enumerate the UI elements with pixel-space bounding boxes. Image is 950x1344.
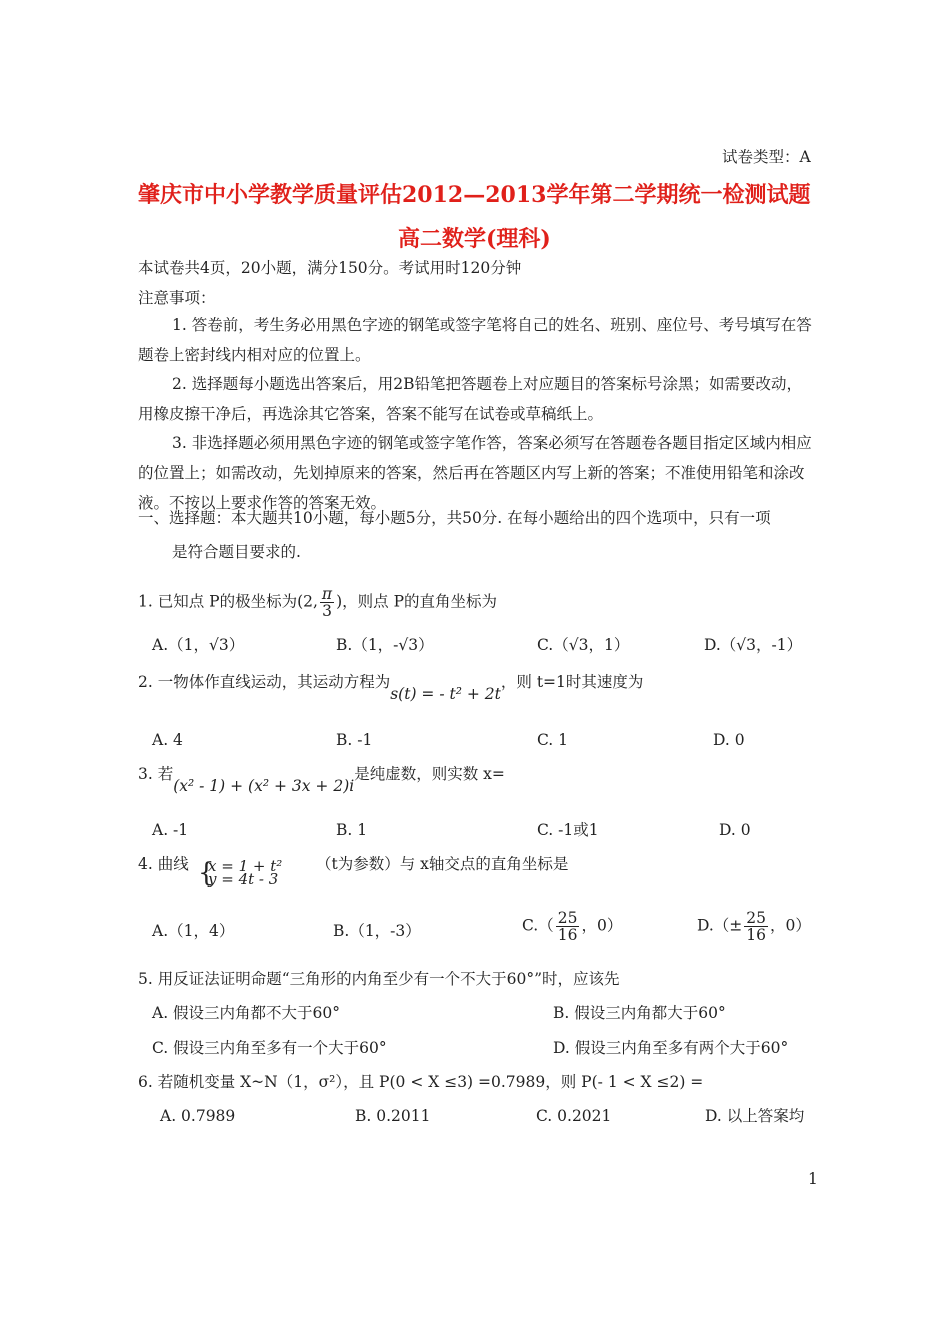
complex-expression: (x² - 1) + (x² + 3x + 2)i xyxy=(173,777,355,795)
question-6: 6. 若随机变量 X~N（1，σ²），且 P(0 < X ≤3) =0.7989，则 P(- 1 < X ≤2) = xyxy=(138,1073,704,1091)
q3-option-c: C. -1或1 xyxy=(537,821,599,839)
notice-1: 1. 答卷前，考生务必用黑色字迹的钢笔或签字笔将自己的姓名、班别、座位号、考号填写在答题卷上密封线内相对应的位置上。 xyxy=(138,316,812,364)
question-4-stem-post: （t为参数）与 x轴交点的直角坐标是 xyxy=(316,855,569,873)
q1-option-d: D.（√3，-1） xyxy=(704,636,803,654)
question-3 xyxy=(138,763,505,795)
fraction-25-16: $\frac{25}{16}$ xyxy=(557,909,578,944)
q1-option-b: B.（1，-√3） xyxy=(336,636,434,654)
q4-option-c: C.（ $\frac{25}{16}$ ，0） xyxy=(522,909,623,944)
question-3-stem-pre: 3. 若 xyxy=(138,765,174,783)
question-2 xyxy=(138,671,644,703)
question-1 xyxy=(138,586,497,619)
q1-option-c: C.（√3，1） xyxy=(537,636,630,654)
section-heading-cont: 是符合题目要求的. xyxy=(172,543,301,561)
parametric-y: y = 4t - 3 xyxy=(208,870,279,888)
q2-option-c: C. 1 xyxy=(537,731,569,749)
notice-header: 注意事项： xyxy=(138,289,216,307)
q3-option-d: D. 0 xyxy=(719,821,751,839)
question-2-stem-post: ，则 t=1时其速度为 xyxy=(500,673,644,691)
q6-option-d: D. 以上答案均 xyxy=(705,1107,805,1125)
section-heading: 一、选择题：本大题共10小题，每小题5分，共50分. 在每小题给出的四个选项中，只有一项 xyxy=(138,509,771,527)
q2-option-b: B. -1 xyxy=(336,731,373,749)
q5-option-c: C. 假设三内角至多有一个大于60° xyxy=(152,1039,387,1057)
motion-equation: s(t) = - t² + 2t xyxy=(390,685,501,703)
q1-option-a: A.（1，√3） xyxy=(152,636,245,654)
question-1-stem-post: )，则点 P的直角坐标为 xyxy=(336,592,498,611)
exam-subtitle: 高二数学(理科) xyxy=(398,226,551,252)
q4-option-b: B.（1，-3） xyxy=(333,922,421,940)
question-5: 5. 用反证法证明命题“三角形的内角至少有一个不大于60°”时，应该先 xyxy=(138,970,620,988)
question-1-stem-pre: 1. 已知点 P的极坐标为(2, xyxy=(138,592,318,611)
q5-option-d: D. 假设三内角至多有两个大于60° xyxy=(553,1039,789,1057)
q6-option-c: C. 0.2021 xyxy=(536,1107,612,1125)
q5-option-b: B. 假设三内角都大于60° xyxy=(553,1004,726,1022)
page-number: 1 xyxy=(808,1170,818,1188)
question-3-stem-post: 是纯虚数，则实数 x= xyxy=(354,765,505,783)
question-4 xyxy=(138,853,189,875)
q3-option-b: B. 1 xyxy=(336,821,368,839)
notice-2: 2. 选择题每小题选出答案后，用2B铅笔把答题卷上对应题目的答案标号涂黑；如需要改动，用橡皮擦干净后，再选涂其它答案，答案不能写在试卷或草稿纸上。 xyxy=(138,375,802,423)
question-4-stem-pre: 4. 曲线 xyxy=(138,855,189,873)
intro-text: 本试卷共4页，20小题，满分150分。考试用时120分钟 xyxy=(138,259,522,277)
q2-option-a: A. 4 xyxy=(152,731,183,749)
pi-over-3-fraction: $\frac{\pi}{3}$ xyxy=(321,585,333,620)
q6-option-b: B. 0.2011 xyxy=(355,1107,431,1125)
q2-option-d: D. 0 xyxy=(713,731,745,749)
q3-option-a: A. -1 xyxy=(152,821,189,839)
question-2-stem-pre: 2. 一物体作直线运动，其运动方程为 xyxy=(138,673,391,691)
exam-title: 肇庆市中小学教学质量评估2012—2013学年第二学期统一检测试题 xyxy=(138,182,811,208)
fraction-25-16: $\frac{25}{16}$ xyxy=(746,909,767,944)
brace-icon: { xyxy=(198,860,215,888)
paper-type: 试卷类型：A xyxy=(722,148,811,166)
parametric-system xyxy=(198,860,282,888)
parametric-x: x = 1 + t² xyxy=(208,860,283,875)
q6-option-a: A. 0.7989 xyxy=(160,1107,236,1125)
q4-option-a: A.（1，4） xyxy=(152,922,235,940)
notice-3: 3. 非选择题必须用黑色字迹的钢笔或签字笔作答，答案必须写在答题卷各题目指定区域内相应的位置上；如需改动，先划掉原来的答案，然后再在答题区内写上新的答案；不准使用铅笔和涂改液。不按以上要求作答的答案无效。 xyxy=(138,434,812,512)
q4-option-d: D.（± $\frac{25}{16}$ ，0） xyxy=(697,909,811,944)
q5-option-a: A. 假设三内角都不大于60° xyxy=(152,1004,341,1022)
